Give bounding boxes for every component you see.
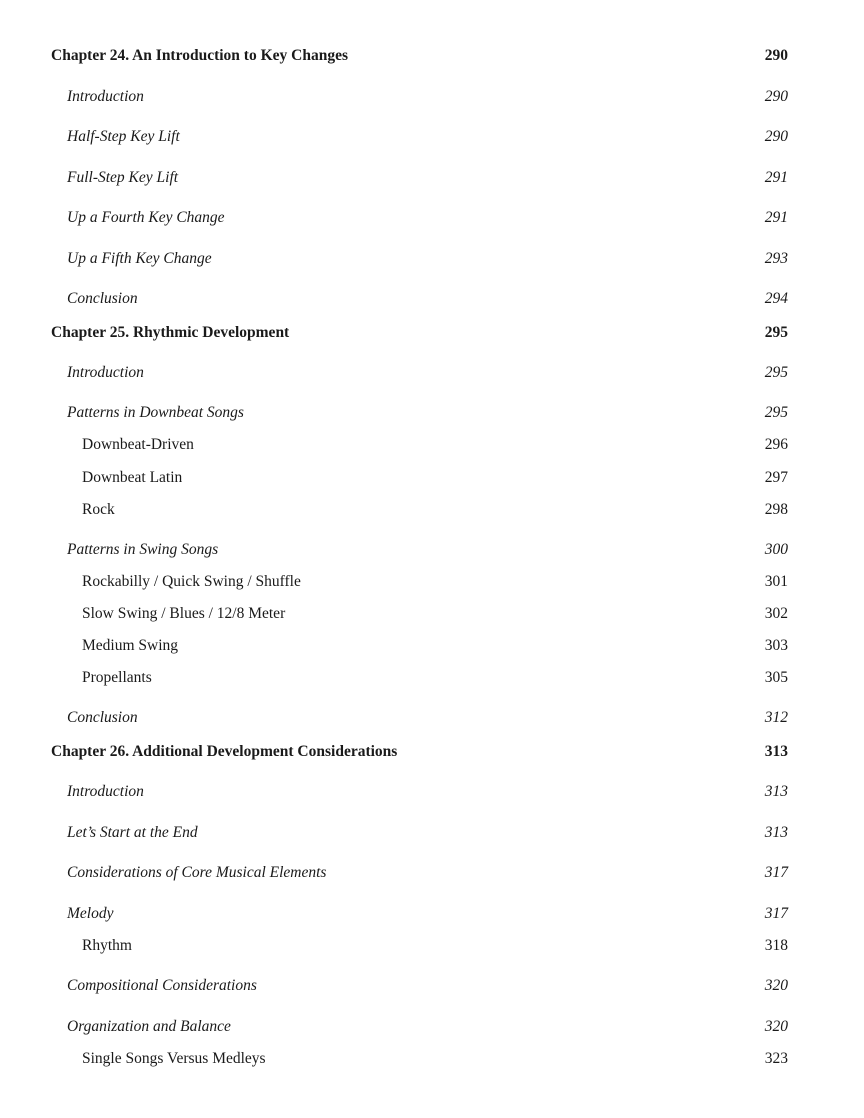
toc-entry-page: 323 <box>764 1050 788 1067</box>
toc-entry-title: Medium Swing <box>82 637 179 654</box>
toc-entry-page: 291 <box>764 209 788 226</box>
toc-entry-title: Rockabilly / Quick Swing / Shuffle <box>82 573 301 590</box>
toc-entry[interactable] <box>51 249 788 269</box>
toc-entry-title: Downbeat Latin <box>82 469 183 486</box>
toc-entry-title: Propellants <box>82 669 152 686</box>
toc-entry-title: Single Songs Versus Medleys <box>82 1050 266 1067</box>
toc-entry[interactable] <box>51 904 788 924</box>
toc-entry-title: Melody <box>67 905 114 922</box>
toc-entry-page: 294 <box>764 290 788 307</box>
toc-entry-title: Organization and Balance <box>67 1018 231 1035</box>
toc-entry-title: Chapter 24. An Introduction to Key Changes <box>51 47 348 64</box>
toc-entry[interactable] <box>51 604 788 624</box>
toc-entry-page: 300 <box>764 541 788 558</box>
toc-entry-page: 290 <box>764 128 788 145</box>
toc-entry-title: Introduction <box>67 88 144 105</box>
toc-entry-title: Patterns in Downbeat Songs <box>67 404 244 421</box>
toc-entry-title: Conclusion <box>67 290 138 307</box>
toc-entry-page: 293 <box>764 250 788 267</box>
toc-entry-page: 312 <box>764 709 788 726</box>
toc-entry[interactable] <box>51 363 788 383</box>
toc-entry[interactable] <box>51 289 788 309</box>
toc-entry-page: 298 <box>764 501 788 518</box>
toc-chapter-24[interactable] <box>51 46 788 66</box>
toc-entry[interactable] <box>51 87 788 107</box>
toc-entry-page: 296 <box>764 436 788 453</box>
toc-entry-page: 318 <box>764 937 788 954</box>
toc-entry[interactable] <box>51 435 788 455</box>
toc-entry-page: 313 <box>764 783 788 800</box>
toc-entry-page: 305 <box>764 669 788 686</box>
toc-entry-title: Compositional Considerations <box>67 977 257 994</box>
toc-entry[interactable] <box>51 936 788 956</box>
toc-entry-page: 303 <box>764 637 788 654</box>
toc-entry-page: 313 <box>764 824 788 841</box>
toc-entry-page: 302 <box>764 605 788 622</box>
toc-entry-title: Let’s Start at the End <box>67 824 198 841</box>
toc-entry-title: Considerations of Core Musical Elements <box>67 864 327 881</box>
toc-entry-page: 291 <box>764 169 788 186</box>
toc-entry-page: 320 <box>764 1018 788 1035</box>
toc-entry[interactable] <box>51 1017 788 1037</box>
toc-entry[interactable] <box>51 208 788 228</box>
toc-entry-page: 313 <box>764 743 788 760</box>
toc-entry-page: 301 <box>764 573 788 590</box>
toc-entry[interactable] <box>51 168 788 188</box>
toc-entry[interactable] <box>51 572 788 592</box>
toc-entry[interactable] <box>51 636 788 656</box>
toc-entry[interactable] <box>51 668 788 688</box>
toc-entry-title: Half-Step Key Lift <box>67 128 180 145</box>
toc-chapter-25[interactable] <box>51 323 788 343</box>
toc-entry-title: Chapter 26. Additional Development Considerations <box>51 743 398 760</box>
toc-entry-title: Up a Fifth Key Change <box>67 250 212 267</box>
toc-entry-title: Introduction <box>67 783 144 800</box>
toc-entry[interactable] <box>51 863 788 883</box>
toc-entry-page: 295 <box>764 324 788 341</box>
toc-entry-title: Patterns in Swing Songs <box>67 541 219 558</box>
toc-entry-title: Introduction <box>67 364 144 381</box>
toc-entry-page: 297 <box>764 469 788 486</box>
toc-entry[interactable] <box>51 403 788 423</box>
toc-entry-page: 290 <box>764 88 788 105</box>
toc-entry-page: 317 <box>764 864 788 881</box>
toc-entry[interactable] <box>51 468 788 488</box>
toc-entry-title: Downbeat-Driven <box>82 436 194 453</box>
toc-entry[interactable] <box>51 976 788 996</box>
toc-entry[interactable] <box>51 708 788 728</box>
toc-entry[interactable] <box>51 782 788 802</box>
toc-entry-title: Chapter 25. Rhythmic Development <box>51 324 290 341</box>
toc-entry[interactable] <box>51 500 788 520</box>
toc-entry-title: Up a Fourth Key Change <box>67 209 225 226</box>
toc-entry-page: 320 <box>764 977 788 994</box>
toc-entry[interactable] <box>51 540 788 560</box>
toc-entry[interactable] <box>51 127 788 147</box>
toc-entry[interactable] <box>51 823 788 843</box>
toc-entry-title: Full-Step Key Lift <box>67 169 179 186</box>
toc-entry-title: Rock <box>82 501 115 518</box>
toc-entry-title: Conclusion <box>67 709 138 726</box>
toc-entry-page: 317 <box>764 905 788 922</box>
toc-entry-title: Slow Swing / Blues / 12/8 Meter <box>82 605 286 622</box>
toc-entry-page: 295 <box>764 364 788 381</box>
toc-chapter-26[interactable] <box>51 742 788 762</box>
toc-entry[interactable] <box>51 1049 788 1069</box>
toc-entry-page: 295 <box>764 404 788 421</box>
toc-entry-title: Rhythm <box>82 937 132 954</box>
toc-entry-page: 290 <box>764 47 788 64</box>
